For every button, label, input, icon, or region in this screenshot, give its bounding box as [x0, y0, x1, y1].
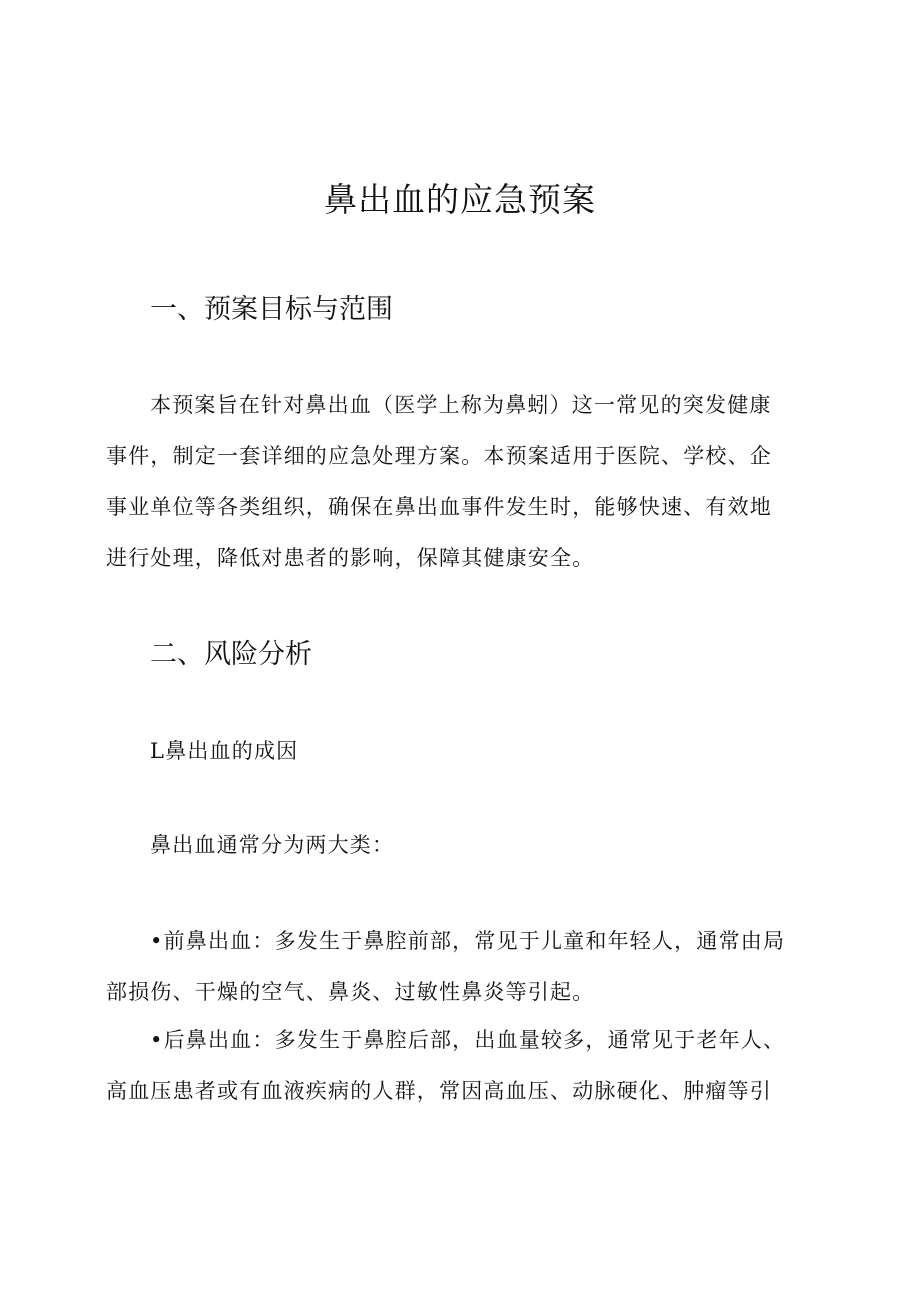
- causes-intro: 鼻出血通常分为两大类：: [150, 833, 395, 857]
- paragraph-line: •前鼻出血：多发生于鼻腔前部，常见于儿童和年轻人，通常由局: [150, 929, 786, 953]
- posterior-epistaxis-item: [106, 1015, 806, 1117]
- document-title: 鼻出血的应急预案: [324, 180, 596, 219]
- paragraph-line: 事业单位等各类组织，确保在鼻出血事件发生时，能够快速、有效地: [106, 495, 772, 519]
- paragraph-line: 事件，制定一套详细的应急处理方案。本预案适用于医院、学校、企: [106, 444, 772, 468]
- section-heading-risk-analysis: 二、风险分析: [150, 639, 312, 670]
- subheading-causes: L鼻出血的成因: [150, 739, 299, 763]
- paragraph-line: 部损伤、干燥的空气、鼻炎、过敏性鼻炎等引起。: [106, 980, 595, 1004]
- section1-paragraph: [106, 380, 806, 584]
- paragraph-line: •后鼻出血：多发生于鼻腔后部，出血量较多，通常见于老年人、: [150, 1028, 786, 1052]
- paragraph-line: 本预案旨在针对鼻出血（医学上称为鼻蚓）这一常见的突发健康: [150, 393, 772, 417]
- paragraph-line: 高血压患者或有血液疾病的人群，常因高血压、动脉硬化、肿瘤等引: [106, 1079, 772, 1103]
- section-heading-goals-scope: 一、预案目标与范围: [150, 294, 393, 325]
- anterior-epistaxis-item: [106, 916, 806, 1018]
- paragraph-line: 进行处理，降低对患者的影响，保障其健康安全。: [106, 546, 595, 570]
